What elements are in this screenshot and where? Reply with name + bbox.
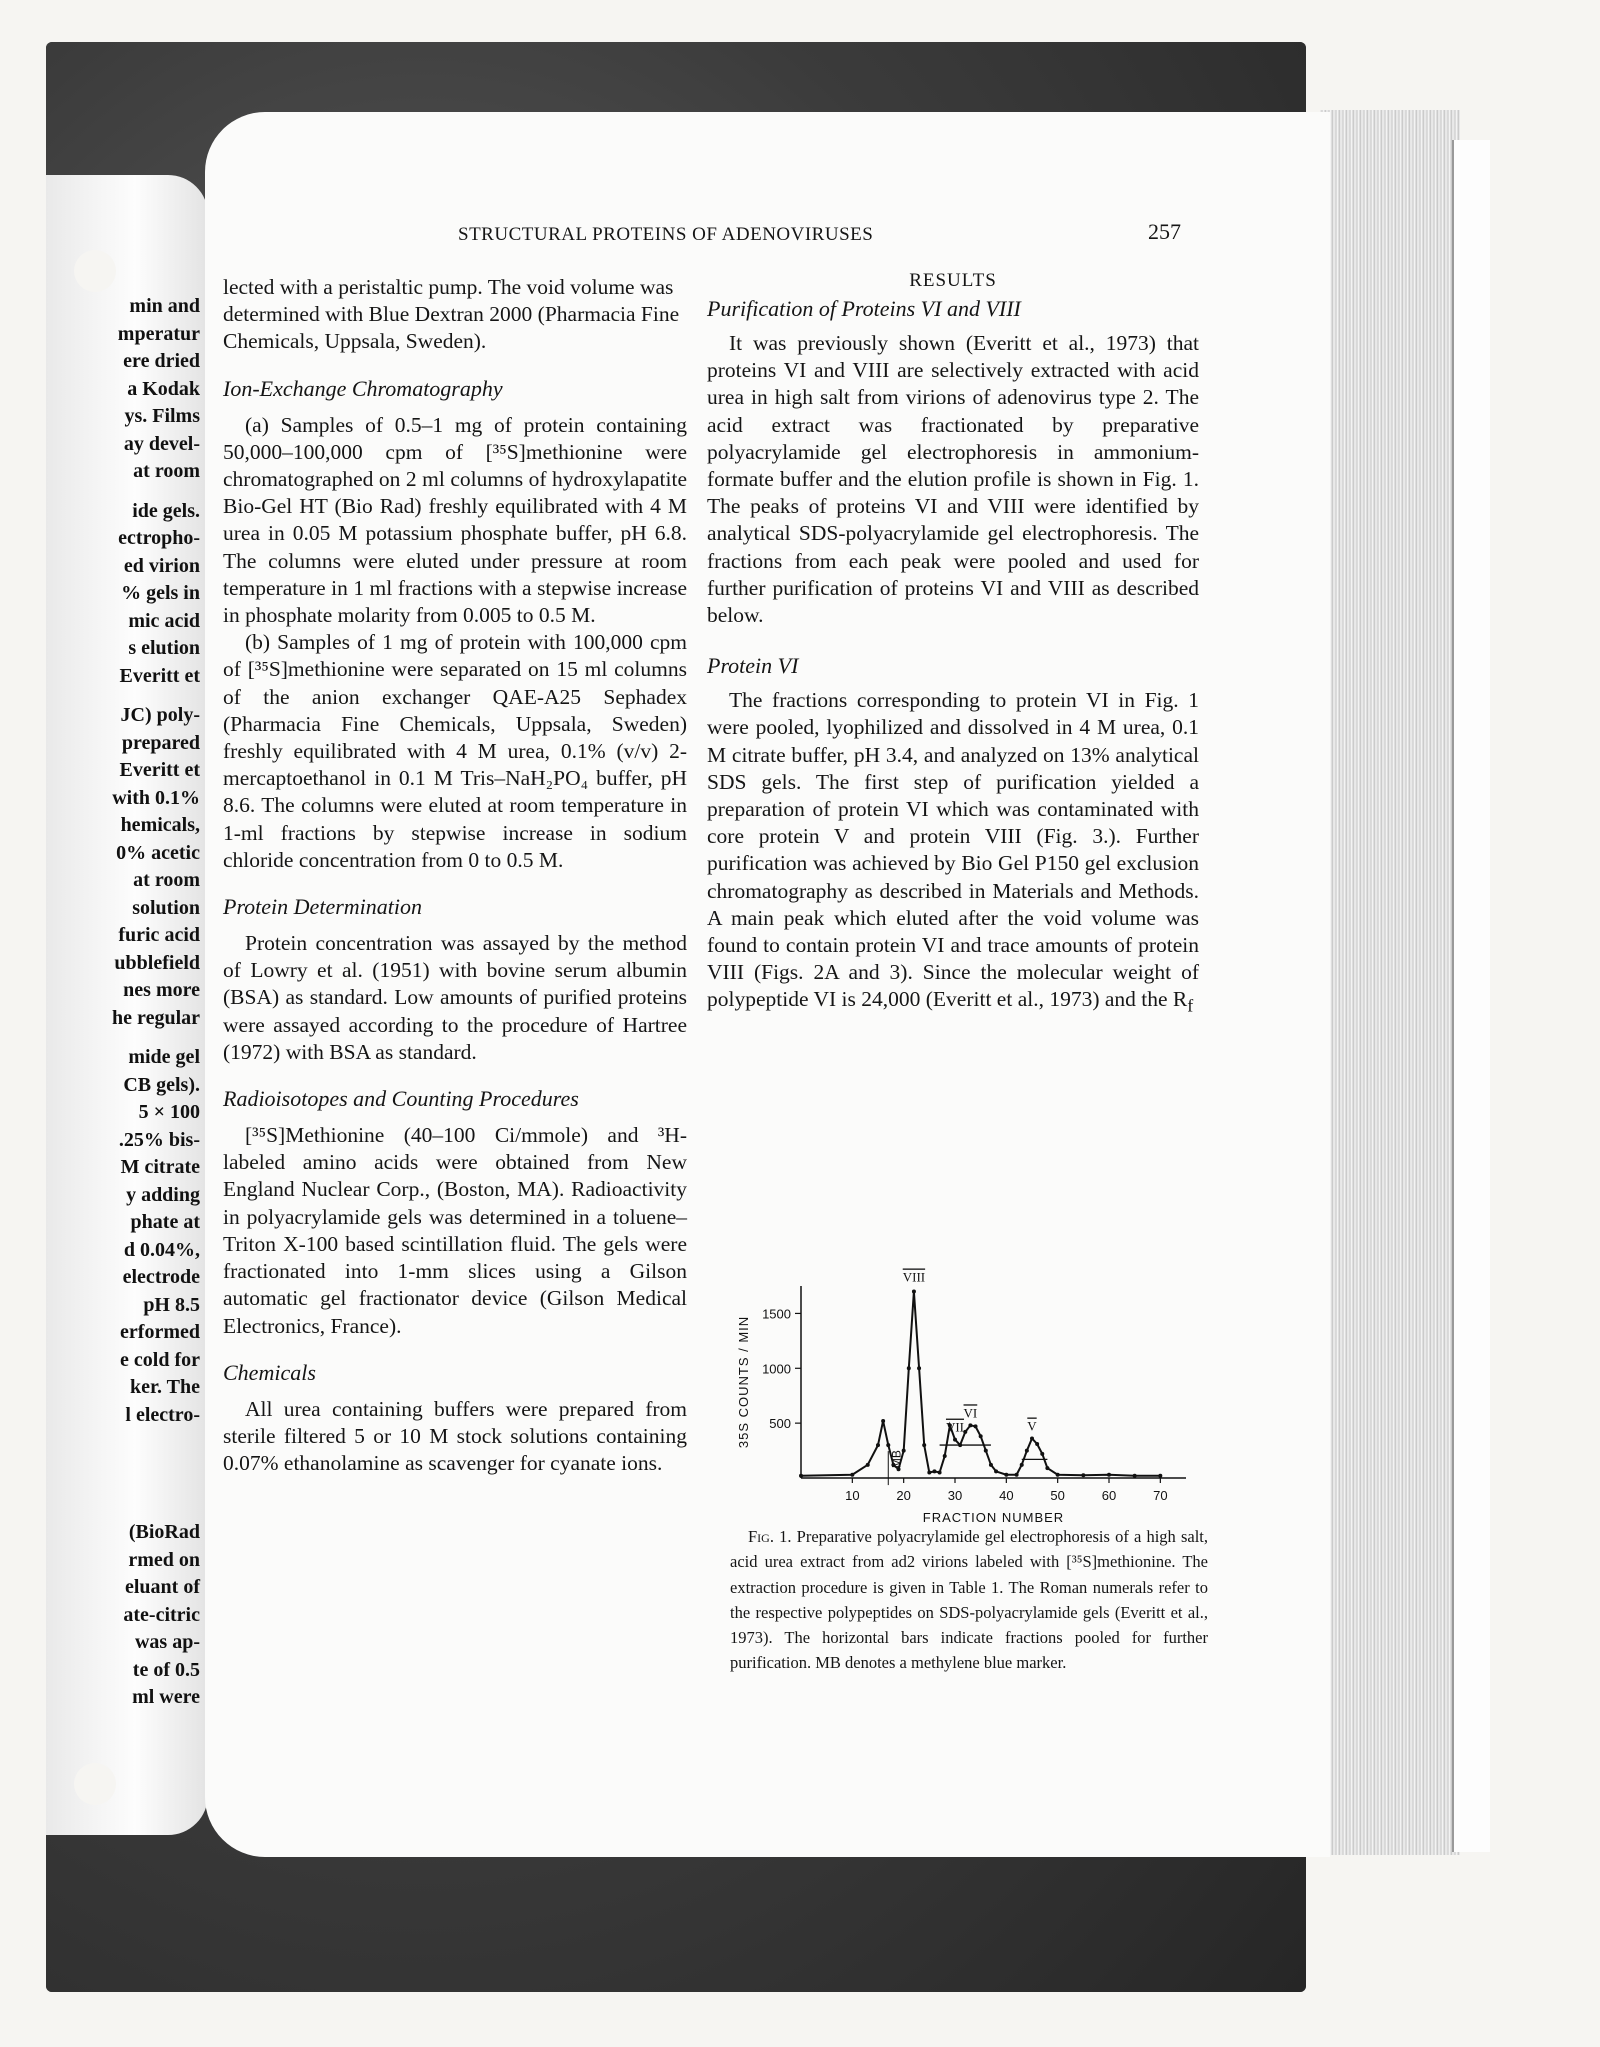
data-point [876,1443,880,1447]
left-column [223,274,687,1477]
left-page-line: l electro- [125,1403,200,1426]
left-page-line: .25% bis- [118,1128,200,1151]
data-point [917,1366,921,1370]
peak-label-mb: MB [889,1450,904,1469]
left-page-line: eluant of [125,1576,200,1598]
x-axis-label: FRACTION NUMBER [922,1510,1065,1525]
chemicals-paragraph: All urea containing buffers were prepared from sterile filtered 5 or 10 M stock solutions containing 0.07% ethanolamine as scavenger for cyanate ions. [223,1396,687,1476]
data-point [953,1438,957,1442]
x-tick-label: 20 [896,1488,911,1503]
ion-exchange-a-paragraph: (a) Samples of 0.5–1 mg of protein containing 50,000–100,000 cpm of [³⁵S]methionine were chromatographed on 2 ml columns of hydroxylapatite Bio-Gel HT (Bio Rad) freshly equilibrated with 4 M urea in 0.05 M potassium phosphate buffer, pH 6.8. The columns were eluted under pressure at room temperature in 1 ml fractions with a stepwise increase in phosphate molarity from 0.005 to 0.5 M. [223,412,687,628]
left-page-line: M citrate [120,1156,200,1178]
left-page-line: CB gels). [123,1073,200,1096]
y-axis-label: 35S COUNTS / MIN [736,1315,751,1449]
x-tick-label: 30 [947,1488,963,1503]
peak-label-viii: VIII [902,1269,926,1285]
left-page-line: nes more [123,979,200,1001]
data-point [1025,1449,1029,1453]
x-tick-label: 50 [1050,1488,1065,1503]
data-point [989,1463,993,1467]
peak-label-vii: VII [945,1419,965,1435]
data-point [907,1366,911,1370]
protein-vi-paragraph [707,687,1199,1020]
protein-determination-paragraph: Protein concentration was assayed by the method of Lowry et al. (1951) with bovine serum albumin (BSA) as standard. Low amounts of purified proteins were assayed according to the procedure of Hartree (1972) with BSA as standard. [223,931,687,1064]
left-page-line: electrode [122,1266,200,1288]
data-point [886,1443,890,1447]
left-page-line: pH 8.5 [143,1293,200,1316]
data-point [866,1463,870,1467]
data-point [979,1434,983,1438]
caption-label: Fig. 1. [748,1527,792,1546]
left-page-line: ml were [132,1686,200,1708]
left-page-line: JC) poly- [120,704,200,726]
data-point [1107,1473,1111,1477]
left-page-line: hemicals, [120,814,200,836]
y-tick-label: 1500 [762,1306,791,1322]
left-page-line: te of 0.5 [132,1658,200,1681]
left-page-line: Everitt et [119,664,200,687]
page-number: 257 [1148,219,1181,244]
data-point [1045,1466,1049,1470]
book-page-edges [1320,110,1460,1855]
left-page-line: ker. The [129,1376,200,1398]
left-page-line: e cold for [120,1348,200,1371]
punch-hole-top [74,250,116,292]
x-tick-label: 10 [845,1488,860,1503]
x-tick-label: 70 [1153,1488,1168,1503]
data-point [1030,1437,1034,1441]
left-page-line: at room [133,869,200,891]
data-point [1040,1452,1044,1456]
left-page-line: % gels in [121,582,200,604]
caption-text: Preparative polyacrylamide gel electrophoresis of a high salt, acid urea extract from ad2 virions labeled with [³⁵S]methionine. The extraction procedure is given in Table 1. The Roman numerals refer to the respective polypeptides on SDS-polyacrylamide gels (Everitt et al., 1973). The horizontal bars indicate fractions pooled for further purification. MB denotes a methylene blue marker. [730,1527,1209,1673]
left-page-line: erformed [120,1321,200,1343]
data-point [974,1424,978,1428]
left-page-line: Everitt et [119,759,200,781]
punch-hole-bottom [74,1763,116,1805]
purification-heading: Purification of Proteins VI and VIII [707,296,1021,321]
radioisotopes-paragraph: [³⁵S]Methionine (40–100 Ci/mmole) and ³H-labeled amino acids were obtained from New England Nuclear Corp., (Boston, MA). Radioactivity in polyacrylamide gels was determined in a toluene–Triton X-100 based scintillation fluid. The gels were fractionated into 1-mm slices using a Gilson automatic gel fractionator device (Gilson Medical Electronics, France). [223,1123,687,1338]
data-point [850,1473,854,1477]
left-page-line: mic acid [128,609,200,632]
running-title: STRUCTURAL PROTEINS OF ADENOVIRUSES [458,224,874,245]
right-column [707,270,1199,1020]
data-point [1015,1473,1019,1477]
left-page-line: furic acid [118,924,200,946]
data-point [922,1443,926,1447]
data-point [1020,1463,1024,1467]
protein-vi-text: The fractions corresponding to protein VI in Fig. 1 were pooled, lyophilized and dissolved in 4 M urea, 0.1 M citrate buffer, pH 3.4, and analyzed on 13% analytical SDS gels. The first step of purification yielded a preparation of protein VI which was contaminated with core protein V and protein VIII (Fig. 3.). Further purification was achieved by Bio Gel P150 gel exclusion chromatography as described in Materials and Methods. A main peak which eluted after the void volume was found to contain protein VI and trace amounts of protein VIII (Figs. 2A and 3). Since the molecular weight of polypeptide VI is 24,000 (Everitt et al., 1973) and the R [707,688,1199,1012]
left-page-line: phate at [130,1211,200,1233]
results-heading: RESULTS [909,270,997,291]
data-point [1081,1473,1085,1477]
figure-caption [730,1524,1208,1676]
left-page-line: rmed on [128,1548,200,1571]
left-page-line: solution [132,896,200,919]
left-page-line: mide gel [128,1046,200,1068]
chemicals-heading: Chemicals [223,1359,316,1385]
y-tick-label: 1000 [762,1361,791,1377]
left-page-line: prepared [121,731,200,754]
main-page [205,112,1330,1857]
data-point [1035,1442,1039,1446]
data-point [799,1474,803,1478]
x-tick-label: 40 [999,1488,1014,1503]
protein-determination-heading: Protein Determination [223,894,422,920]
left-page-line: ectropho- [118,527,200,549]
book-back-cover [1452,140,1490,1852]
left-page-line: ubblefield [114,951,200,974]
left-page-line: ys. Films [124,405,200,427]
y-tick-label: 500 [769,1416,791,1432]
rf-subscript: f [1187,995,1194,1016]
radioisotopes-heading: Radioisotopes and Counting Procedures [223,1086,579,1112]
left-page-line: was ap- [134,1631,200,1653]
left-page-line: with 0.1% [112,786,200,809]
data-point [881,1419,885,1423]
left-page-line: d 0.04%, [123,1238,200,1261]
left-page-line: a Kodak [127,377,200,400]
peak-label-vi: VI [963,1405,978,1421]
data-point [912,1289,916,1293]
data-point [1133,1474,1137,1478]
left-page-line: min and [129,295,200,317]
left-page-line: ide gels. [132,499,200,522]
data-point [968,1423,972,1427]
ion-exchange-b-paragraph: (b) Samples of 1 mg of protein with 100,000 cpm of [³⁵S]methionine were separated on 15 ml columns of the anion exchanger QAE-A25 Sephadex (Pharmacia Fine Chemicals, Uppsala, Sweden) freshly equilibrated with 4 M urea, 0.1% (v/v) 2-mercaptoethanol in 0.1 M Tris–NaH₂PO₄ buffer, pH 8.6. The columns were eluted at room temperature in 1-ml fractions by stepwise increase in sodium chloride concentration from 0 to 0.5 M. [223,630,687,872]
left-page-line: ere dried [123,350,200,372]
elution-profile-line [801,1292,1160,1476]
left-page-line: ate-citric [123,1603,200,1626]
ion-exchange-heading: Ion-Exchange Chromatography [223,375,503,401]
x-tick-label: 60 [1101,1488,1117,1503]
left-page-line: y adding [126,1183,200,1206]
left-page-line: ed virion [123,554,200,577]
left-page-line: mperatur [117,322,200,345]
data-point [938,1471,942,1475]
data-point [1004,1473,1008,1477]
data-point [943,1454,947,1458]
left-page-line: at room [133,460,200,482]
data-point [1158,1474,1162,1478]
data-point [994,1469,998,1473]
data-point [1056,1473,1060,1477]
peak-label-v: V [1027,1418,1037,1434]
left-page-line: s elution [128,637,200,659]
left-facing-page [46,175,208,1835]
left-page-line: he regular [112,1006,200,1029]
left-page-line: 0% acetic [116,841,200,864]
data-point [927,1471,931,1475]
data-point [984,1449,988,1453]
intro-paragraph: lected with a peristaltic pump. The void volume was determined with Blue Dextran 2000 (Pharmacia Fine Chemicals, Uppsala, Sweden). [223,275,680,354]
left-page-line: 5 × 100 [138,1101,200,1123]
fig1-elution-chart [718,1258,1196,1528]
data-point [932,1469,936,1473]
left-page-line: (BioRad [128,1521,200,1543]
protein-vi-heading: Protein VI [707,653,799,679]
purification-paragraph: It was previously shown (Everitt et al., 1973) that proteins VI and VIII are selectively extracted with acid urea in high salt from virions of adenovirus type 2. The acid extract was fractionated by preparative polyacrylamide gel electrophoresis in ammonium-formate buffer and the elution profile is shown in Fig. 1. The peaks of proteins VI and VIII were identified by analytical SDS-polyacrylamide gel electrophoresis. The fractions from each peak were pooled and used for further purification of proteins VI and VIII as described below. [707,331,1199,628]
left-page-line: ay devel- [123,432,200,455]
